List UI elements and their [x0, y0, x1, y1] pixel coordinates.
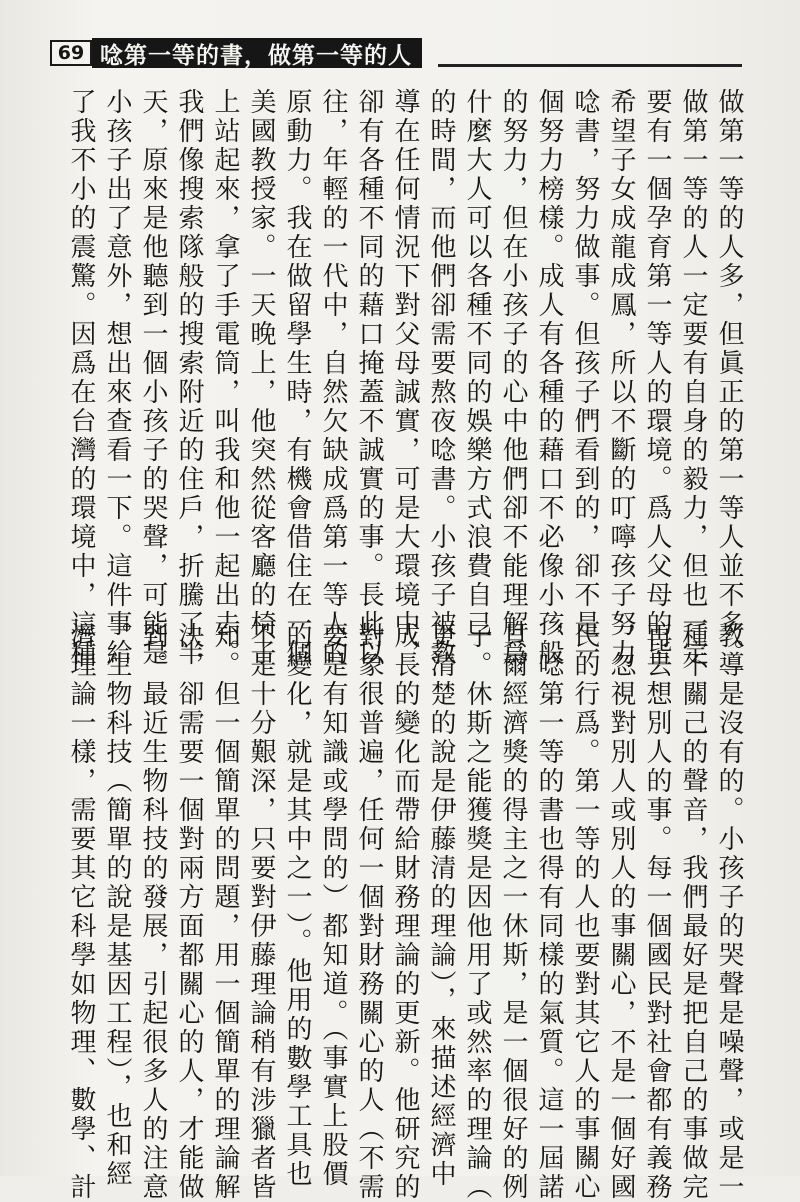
text-column: 民的行爲。第一等的人也要對其它人的事關心: [570, 622, 600, 1202]
text-column: 濟理論一樣，需要其它科學如物理、數學、計: [66, 622, 96, 1202]
text-column: 希望子女成龍成鳳，所以不斷的叮嚀孩子努力: [606, 88, 636, 668]
text-column: 導在任何情況下對父母誠實，可是大環境中，: [390, 88, 420, 668]
text-column: 小孩子出了意外，想出來查看一下。這件事給: [102, 88, 132, 668]
text-column: 做第一等的人多，但眞正的第一等人並不多。: [714, 88, 744, 668]
text-column: 個努力榜樣。成人有各種的藉口不必像小孩般: [534, 88, 564, 668]
text-column: 知。但一個簡單的問題，用一個簡單的理論解: [210, 622, 240, 1202]
text-column: 對象很普遍，任何一個對財務關心的人（不需: [354, 622, 384, 1202]
text-column: 成長的變化而帶給財務理論的更新。他研究的: [390, 622, 420, 1202]
header-rule: [438, 64, 742, 67]
text-column: 教導是沒有的。小孩子的哭聲是噪聲，或是一: [714, 622, 744, 1202]
text-column: 決，卻需要一個對兩方面都關心的人，才能做: [174, 622, 204, 1202]
text-column: 種不關己的聲音，我們最好是把自己的事做完: [678, 622, 708, 1202]
text-column: 到。最近生物科技的發展，引起很多人的注意: [138, 622, 168, 1202]
text-column: 做第一等的人一定要有自身的毅力，但也一定: [678, 88, 708, 668]
text-column: 更清楚的說是伊藤清的理論），來描述經濟中: [426, 622, 456, 1189]
text-column: ，唸第一等的書也得有同樣的氣質。這一屆諾: [534, 622, 564, 1202]
text-column: 。生物科技（簡單的說是基因工程），也和經: [102, 622, 132, 1189]
text-column: 唸書，努力做事。但孩子們看到的，卻不是一: [570, 88, 600, 668]
text-column: 卻有各種不同的藉口掩蓋不誠實的事。長此以: [354, 88, 384, 668]
text-column: 再去想別人的事。每一個國民對社會都有義務: [642, 622, 672, 1202]
text-column: 的變化，就是其中之一）。他用的數學工具也: [282, 622, 312, 1189]
text-column: 原動力。我在做留學生時，有機會借住在一個: [282, 88, 312, 668]
text-column: 天，原來是他聽到一個小孩子的哭聲，可能是: [138, 88, 168, 668]
text-column: 我們像搜索隊般的搜索附近的住戶，折騰了半: [174, 88, 204, 668]
text-column: 要是有知識或學問的）都知道。（事實上股價: [318, 622, 348, 1189]
text-column: 的努力，但在小孩子的心中他們卻不能理解爲: [498, 88, 528, 668]
text-column: 要有一個孕育第一等人的環境。爲人父母的皆: [642, 88, 672, 668]
text-column: ，忽視對別人或別人的事關心，不是一個好國: [606, 622, 636, 1202]
text-column: 了我不小的震驚。因爲在台灣的環境中，這種: [66, 88, 96, 668]
text-column: 美國教授家。一天晚上，他突然從客廳的椅子: [246, 88, 276, 668]
running-header: [50, 36, 422, 70]
page-number: 69: [50, 40, 92, 66]
text-column: 的時間，而他們卻需要熬夜唸書。小孩子被教: [426, 88, 456, 668]
chapter-title: 唸第一等的書，做第一等的人: [92, 38, 422, 68]
text-column: 上站起來，拿了手電筒，叫我和他一起出去。: [210, 88, 240, 668]
text-column: 子。休斯之能獲獎是因他用了或然率的理論（: [462, 622, 492, 1202]
text-column: 往，年輕的一代中，自然欠缺成爲第一等人的: [318, 88, 348, 668]
text-column: 不是十分艱深，只要對伊藤理論稍有涉獵者皆: [246, 622, 276, 1202]
text-column: 貝爾經濟獎的得主之一休斯，是一個很好的例: [498, 622, 528, 1202]
text-column: 什麼大人可以各種不同的娛樂方式浪費自己: [462, 88, 492, 639]
